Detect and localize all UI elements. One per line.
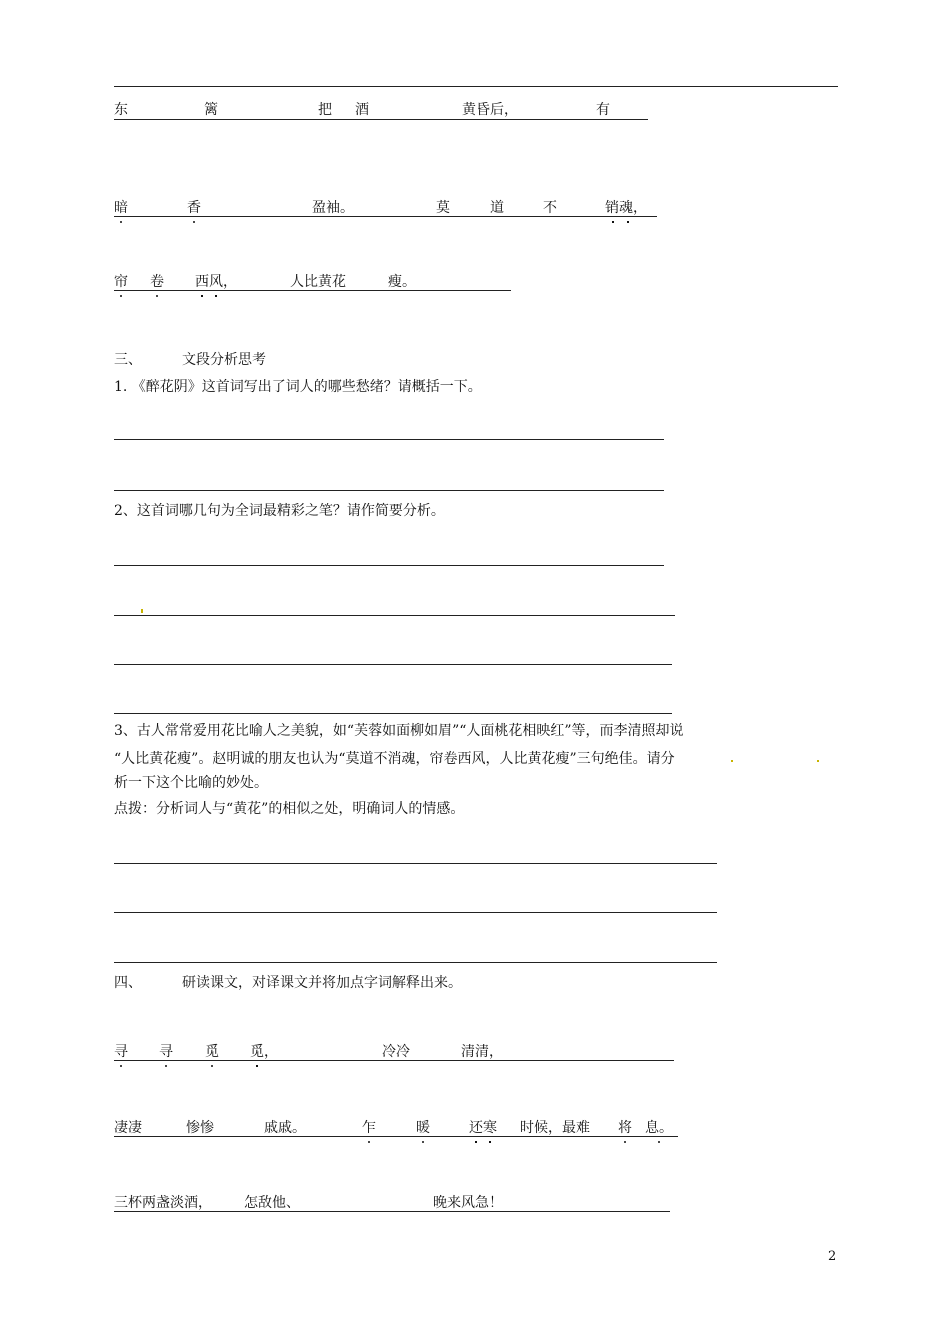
stray-mark xyxy=(817,760,819,762)
poem-word-dotted: 乍 xyxy=(362,1120,376,1136)
poem-word: 人比黄花 xyxy=(290,274,346,290)
poem-word-dotted: 还寒 xyxy=(469,1120,497,1136)
poem-word-dotted: 暗 xyxy=(114,200,128,216)
poem-word: 晚来风急！ xyxy=(433,1195,503,1211)
poem-word-dotted: 将 xyxy=(618,1120,632,1136)
emphasis-dot xyxy=(475,1141,477,1143)
poem-word-dotted: 暖 xyxy=(416,1120,430,1136)
section-title: 文段分析思考 xyxy=(182,352,266,368)
poem-word: 瘦。 xyxy=(388,274,416,290)
emphasis-dot xyxy=(256,1065,258,1067)
poem-word: 戚戚。 xyxy=(264,1120,306,1136)
poem-word: 东 xyxy=(114,102,128,118)
poem-word: 盈袖。 xyxy=(312,200,354,216)
section-title: 研读课文，对译课文并将加点字词解释出来。 xyxy=(182,975,462,991)
underline xyxy=(114,1136,678,1137)
poem-word: 莫 xyxy=(436,200,450,216)
stray-mark xyxy=(141,609,143,613)
poem-word-dotted: 帘 xyxy=(114,274,128,290)
emphasis-dot xyxy=(627,221,629,223)
poem-word-dotted: 觅， xyxy=(250,1044,278,1060)
answer-line xyxy=(114,490,664,491)
underline xyxy=(114,290,511,291)
top-rule xyxy=(114,86,838,87)
question-3-line-1: 3、古人常常爱用花比喻人之美貌，如“芙蓉如面柳如眉”“人面桃花相映红”等，而李清照却说 xyxy=(114,723,684,739)
poem-word: 怎敌他、 xyxy=(244,1195,300,1211)
answer-line xyxy=(114,615,675,616)
question-2: 2、这首词哪几句为全词最精彩之笔？请作简要分析。 xyxy=(114,503,445,519)
poem-word: 黄昏后， xyxy=(462,102,518,118)
poem-word: 凄凄 xyxy=(114,1120,142,1136)
answer-line xyxy=(114,962,717,963)
question-3-line-2: “人比黄花瘦”。赵明诚的朋友也认为“莫道不消魂，帘卷西风，人比黄花瘦”三句绝佳。请分 xyxy=(114,751,675,767)
answer-line xyxy=(114,565,664,566)
underline xyxy=(114,119,648,120)
section-number: 三、 xyxy=(114,352,142,368)
poem-word: 把 xyxy=(318,102,332,118)
question-3-line-3: 析一下这个比喻的妙处。 xyxy=(114,775,268,791)
underline xyxy=(114,1211,670,1212)
poem-word-dotted: 卷 xyxy=(150,274,164,290)
stray-mark xyxy=(731,760,733,762)
poem-word: 有 xyxy=(596,102,610,118)
poem-word: 冷冷 xyxy=(382,1044,410,1060)
poem-word-dotted: 西风， xyxy=(195,274,237,290)
answer-line xyxy=(114,863,717,864)
poem-word: 酒 xyxy=(355,102,369,118)
poem-word: 时候，最难 xyxy=(520,1120,590,1136)
poem-word: 篱 xyxy=(204,102,218,118)
poem-word-dotted: 息。 xyxy=(645,1120,673,1136)
poem-word: 不 xyxy=(543,200,557,216)
poem-word-dotted: 寻 xyxy=(114,1044,128,1060)
answer-line xyxy=(114,664,672,665)
underline xyxy=(114,1060,674,1061)
emphasis-dot xyxy=(215,295,217,297)
question-1: 1. 《醉花阴》这首词写出了词人的哪些愁绪？请概括一下。 xyxy=(114,379,482,395)
poem-word: 清清， xyxy=(461,1044,503,1060)
poem-word-dotted: 寻 xyxy=(159,1044,173,1060)
hint-text: 点拨：分析词人与“黄花”的相似之处，明确词人的情感。 xyxy=(114,801,465,817)
answer-line xyxy=(114,713,672,714)
poem-word: 惨惨 xyxy=(186,1120,214,1136)
answer-line xyxy=(114,439,664,440)
section-number: 四、 xyxy=(114,975,142,991)
poem-word-dotted: 香 xyxy=(187,200,201,216)
poem-word: 道 xyxy=(490,200,504,216)
emphasis-dot xyxy=(612,221,614,223)
underline xyxy=(114,216,657,217)
emphasis-dot xyxy=(201,295,203,297)
answer-line xyxy=(114,912,717,913)
poem-word-dotted: 觅 xyxy=(205,1044,219,1060)
poem-word: 三杯两盏淡酒， xyxy=(114,1195,212,1211)
poem-word-dotted: 销魂， xyxy=(605,200,647,216)
page-number: 2 xyxy=(828,1249,837,1264)
emphasis-dot xyxy=(489,1141,491,1143)
